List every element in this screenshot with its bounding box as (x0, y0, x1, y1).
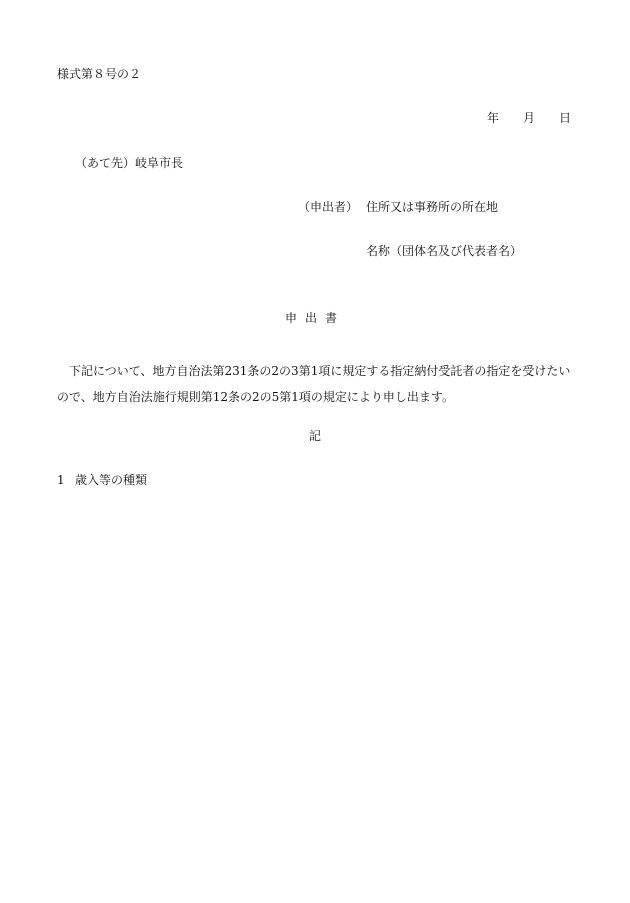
applicant-name-label: 名称（団体名及び代表者名） (366, 244, 523, 258)
date-day-label: 日 (559, 111, 572, 125)
list-item (57, 474, 147, 486)
body-paragraph: 下記について、地方自治法第231条の2の3第1項に規定する指定納付受託者の指定を受けたいので、地方自治法施行規則第12条の2の5第1項の規定により申し出ます。 (57, 364, 571, 404)
ki-heading: 記 (308, 429, 321, 443)
applicant-address-label: 住所又は事務所の所在地 (366, 200, 499, 214)
item-label: 歳入等の種類 (75, 473, 148, 487)
date-month-label: 月 (523, 111, 536, 125)
date-row (487, 112, 571, 124)
applicant-tag: （申出者） (298, 200, 359, 214)
form-number: 様式第８号の２ (57, 67, 142, 81)
date-year-label: 年 (487, 111, 500, 125)
addressee: （あて先）岐阜市長 (75, 156, 184, 170)
document-title: 申出書 (284, 311, 345, 325)
item-number: 1 (57, 473, 65, 487)
